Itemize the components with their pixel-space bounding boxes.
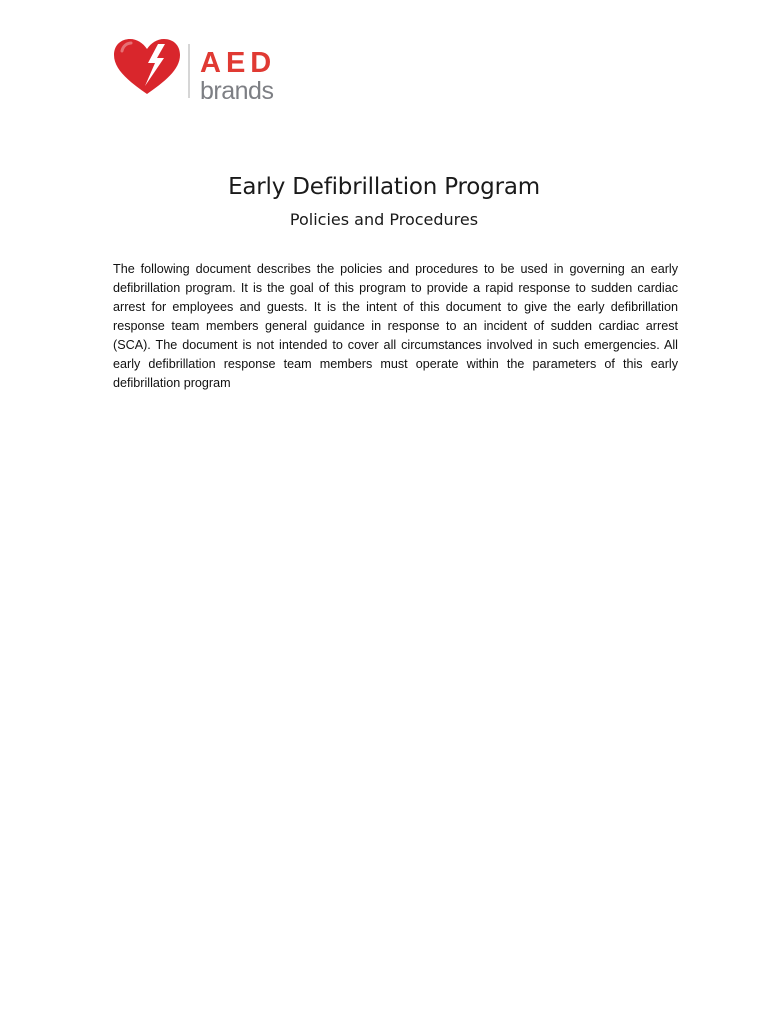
document-subtitle: Policies and Procedures xyxy=(289,210,479,229)
logo-text-brands: brands xyxy=(200,77,274,105)
heart-lightning-icon xyxy=(114,39,180,94)
aed-brands-logo xyxy=(112,36,287,106)
document-body-paragraph: The following document describes the policies and procedures to be used in governing an early defibrillation program. It is the goal of this program to provide a rapid response to sudden cardiac arrest for employees and guests. It is the intent of this document to give the early defibrillation response team members general guidance in response to an incident of sudden cardiac arrest (SCA). The document is not intended to cover all circumstances involved in such emergencies. All early defibrillation response team members must operate within the parameters of this early defibrillation program xyxy=(113,262,678,390)
logo-text-aed: AED xyxy=(200,47,277,79)
document-title: Early Defibrillation Program xyxy=(228,174,540,200)
